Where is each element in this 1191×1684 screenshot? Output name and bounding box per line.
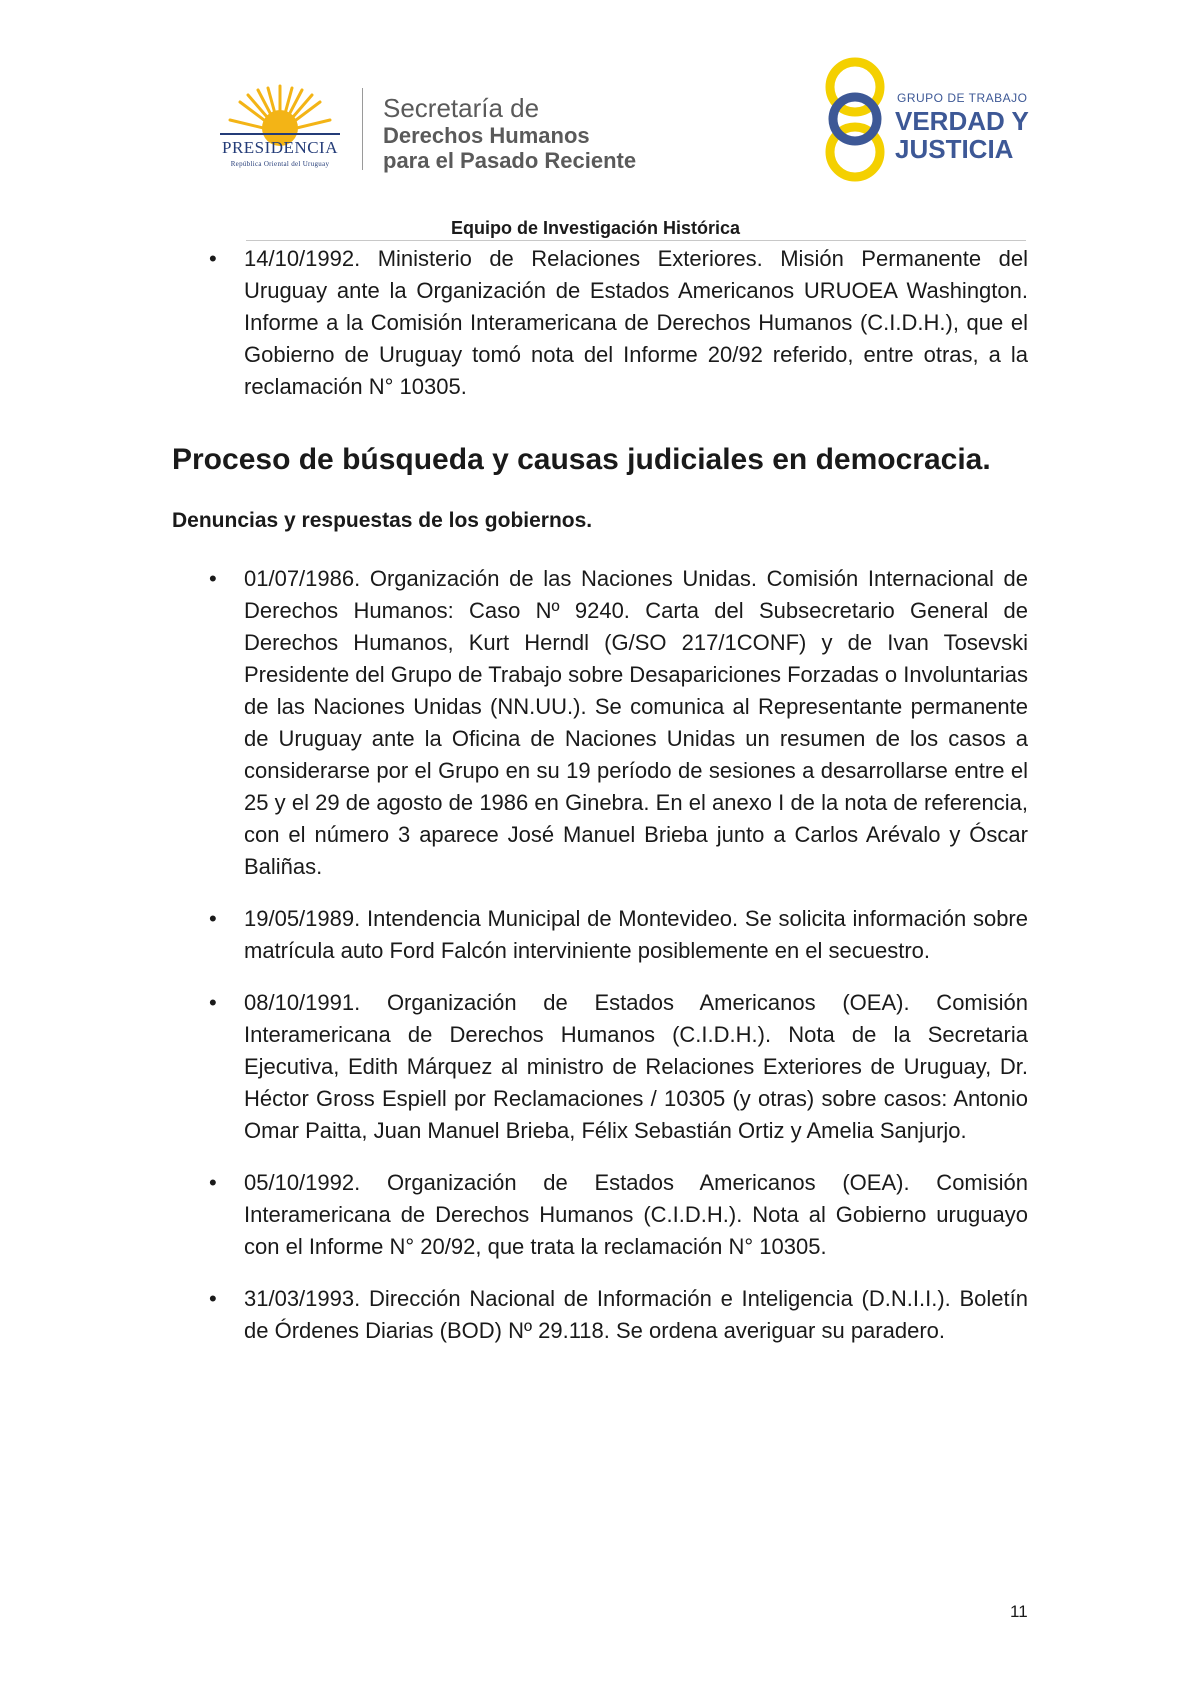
item-text: 19/05/1989. Intendencia Municipal de Montevideo. Se solicita información sobre matrícula auto Ford Falcón interviniente posiblemente en el secuestro.: [244, 906, 1028, 963]
item-text: 14/10/1992. Ministerio de Relaciones Exteriores. Misión Permanente del Uruguay ante la Organización de Estados Americanos URUOEA Washington. Informe a la Comisión Interamericana de Derechos Humanos (C.I.D.H.), que el Gobierno de Uruguay tomó nota del Informe 20/92 referido, entre otras, a la reclamación N° 10305.: [244, 246, 1028, 399]
bullet: •: [209, 246, 217, 271]
list-item: [172, 903, 1028, 967]
team-name: Equipo de Investigación Histórica: [450, 218, 741, 238]
bullet: •: [209, 1286, 217, 1311]
secretaria-line-1: Secretaría de: [383, 93, 540, 123]
bullet: •: [209, 990, 217, 1015]
list-item: [172, 1283, 1028, 1347]
list-item: [172, 1167, 1028, 1263]
logo-divider: [362, 88, 363, 170]
document-body: [172, 243, 1028, 1347]
bullet: •: [209, 566, 217, 591]
page-number: 11: [1010, 1602, 1028, 1621]
presidencia-logo: [200, 82, 360, 172]
bullet: •: [209, 906, 217, 931]
secretaria-line-2: Derechos Humanos: [383, 123, 590, 148]
grupo-label: GRUPO DE TRABAJO: [897, 91, 1028, 105]
item-text: 31/03/1993. Dirección Nacional de Información e Inteligencia (D.N.I.I.). Boletín de Órdenes Diarias (BOD) Nº 29.118. Se ordena averiguar su paradero.: [244, 1286, 1028, 1343]
header-rule: [246, 240, 1026, 241]
bullet: •: [209, 1170, 217, 1195]
item-text: 01/07/1986. Organización de las Naciones Unidas. Comisión Internacional de Derechos Humanos: Caso Nº 9240. Carta del Subsecretario General de Derechos Humanos, Kurt Herndl (G/SO 217/1CONF) y de Ivan Tosevski Presidente del Grupo de Trabajo sobre Desapariciones Forzadas o Involuntarias de las Naciones Unidas (NN.UU.). Se comunica al Representante permanente de Uruguay ante la Oficina de Naciones Unidas un resumen de los casos a considerarse por el Grupo en su 19 período de sesiones a desarrollarse entre el 25 y el 29 de agosto de 1986 en Ginebra. En el anexo I de la nota de referencia, con el número 3 aparece José Manuel Brieba junto a Carlos Arévalo y Óscar Baliñas.: [244, 566, 1028, 879]
item-text: 08/10/1991. Organización de Estados Americanos (OEA). Comisión Interamericana de Derechos Humanos (C.I.D.H.). Nota de la Secretaria Ejecutiva, Edith Márquez al ministro de Relaciones Exteriores de Uruguay, Dr. Héctor Gross Espiell por Reclamaciones / 10305 (y otras) sobre casos: Antonio Omar Paitta, Juan Manuel Brieba, Félix Sebastián Ortiz y Amelia Sanjurjo.: [244, 990, 1028, 1143]
section-subtitle: Denuncias y respuestas de los gobiernos.: [172, 509, 593, 532]
list-item: [172, 987, 1028, 1147]
verdad-justicia-logo: [820, 57, 1030, 182]
justicia-label: JUSTICIA: [895, 134, 1014, 164]
page-header: [0, 0, 1191, 240]
presidencia-subtitle: República Oriental del Uruguay: [230, 160, 330, 168]
linked-rings-icon: [820, 57, 890, 182]
secretaria-logo: [383, 93, 636, 173]
verdad-label: VERDAD Y: [895, 106, 1029, 136]
item-text: 05/10/1992. Organización de Estados Americanos (OEA). Comisión Interamericana de Derechos Humanos (C.I.D.H.). Nota al Gobierno uruguayo con el Informe N° 20/92, que trata la reclamación N° 10305.: [244, 1170, 1028, 1259]
list-item: [172, 563, 1028, 883]
list-item: [172, 243, 1028, 403]
presidencia-label: PRESIDENCIA: [221, 138, 338, 157]
section-title: Proceso de búsqueda y causas judiciales en democracia.: [172, 443, 991, 476]
secretaria-line-3: para el Pasado Reciente: [383, 148, 637, 173]
